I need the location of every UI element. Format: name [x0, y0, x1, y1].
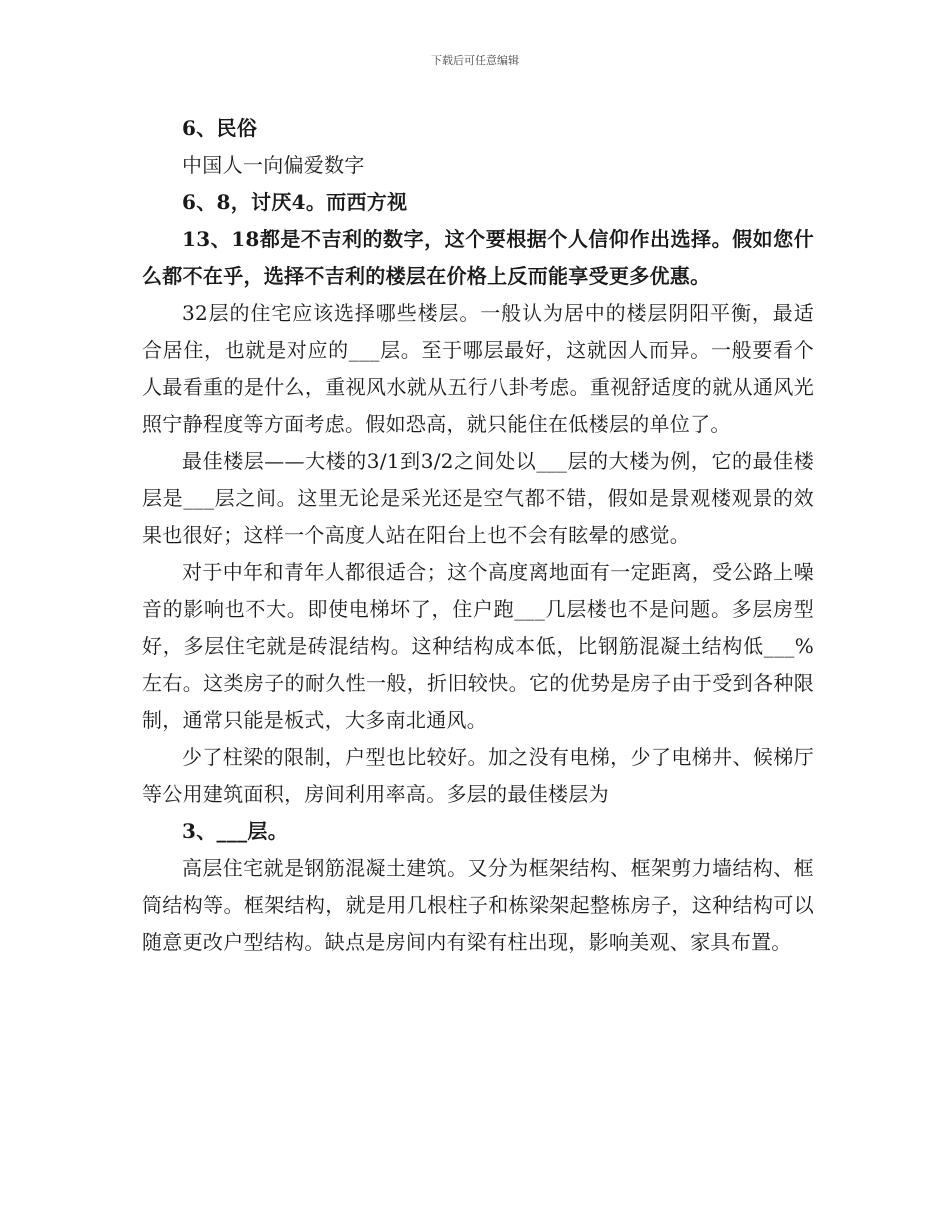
paragraph-best-floor: 最佳楼层——大楼的3/1到3/2之间处以___层的大楼为例，它的最佳楼层是___层之间。这里无论是采光还是空气都不错，假如是景观楼观景的效果也很好；这样一个高度人站在阳台上也不会有眩晕的感觉。	[142, 449, 814, 547]
document-body	[142, 110, 814, 961]
paragraph-high-rise: 高层住宅就是钢筋混凝土建筑。又分为框架结构、框架剪力墙结构、框筒结构等。框架结构，就是用几根柱子和栋梁架起整栋房子，这种结构可以随意更改户型结构。缺点是房间内有梁有柱出现，影响美观、家具布置。	[142, 856, 814, 954]
heading-folk-custom: 6、民俗	[182, 116, 258, 140]
page-header: 下载后可任意编辑	[431, 54, 519, 67]
paragraph-no-beams: 少了柱梁的限制，户型也比较好。加之没有电梯，少了电梯井、候梯厅等公用建筑面积，房间利用率高。多层的最佳楼层为	[142, 745, 814, 806]
paragraph-lucky-numbers: 6、8，讨厌4。而西方视	[182, 190, 408, 214]
paragraph-floor-range: 3、___层。	[182, 819, 289, 843]
paragraph-32-floors: 32层的住宅应该选择哪些楼层。一般认为居中的楼层阴阳平衡，最适合居住，也就是对应的___层。至于哪层最好，这就因人而异。一般要看个人最看重的是什么，重视风水就从五行八卦考虑。重视舒适度的就从通风光照宁静程度等方面考虑。假如恐高，就只能住在低楼层的单位了。	[142, 301, 814, 436]
paragraph-number-preference: 中国人一向偏爱数字	[182, 153, 365, 177]
paragraph-multi-storey: 对于中年和青年人都很适合；这个高度离地面有一定距离，受公路上噪音的影响也不大。即使电梯坏了，住户跑___几层楼也不是问题。多层房型好，多层住宅就是砖混结构。这种结构成本低，比钢筋混凝土结构低___%左右。这类房子的耐久性一般，折旧较快。它的优势是房子由于受到各种限制，通常只能是板式，大多南北通风。	[142, 560, 814, 732]
paragraph-unlucky-numbers: 13、18都是不吉利的数字，这个要根据个人信仰作出选择。假如您什么都不在乎，选择不吉利的楼层在价格上反而能享受更多优惠。	[142, 227, 814, 288]
